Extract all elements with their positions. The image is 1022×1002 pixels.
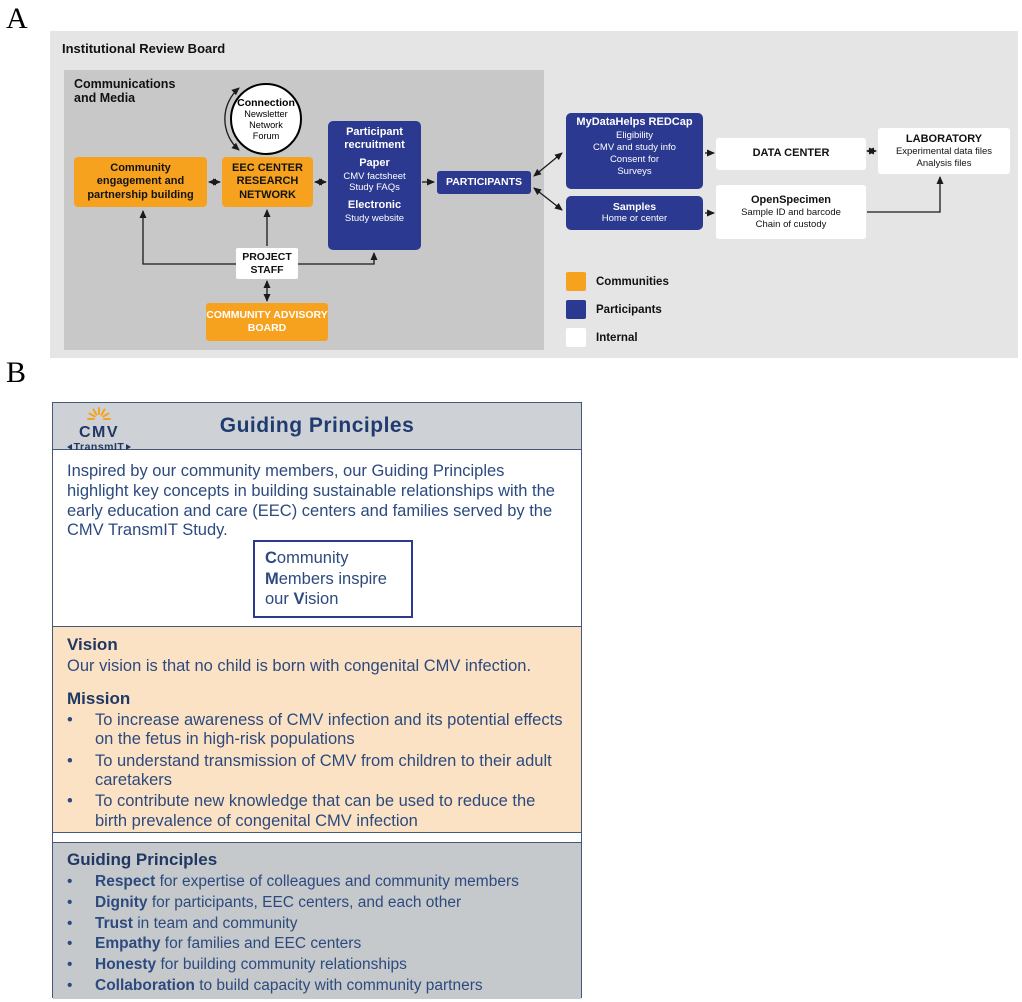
- legend-label: Internal: [596, 331, 638, 344]
- eec-line: RESEARCH: [236, 175, 299, 188]
- laboratory-title: LABORATORY: [905, 132, 983, 145]
- document-title: Guiding Principles: [219, 414, 415, 437]
- principles-heading: Guiding Principles: [67, 850, 218, 869]
- participants-label: PARTICIPANTS: [445, 176, 523, 189]
- principle-item: • Respect for expertise of colleagues and community members: [67, 873, 567, 892]
- openspecimen-title: OpenSpecimen: [750, 193, 832, 206]
- eec-center-node: [222, 157, 313, 207]
- participants-node: [437, 171, 531, 194]
- communications-media-title: Communications and Media: [74, 77, 176, 106]
- eec-line: NETWORK: [239, 188, 296, 201]
- connection-title: Connection: [237, 96, 295, 109]
- mydatahelps-line: Surveys: [617, 165, 652, 177]
- legend-label: Communities: [596, 275, 669, 288]
- intro-section: [53, 450, 581, 626]
- legend-item-communities: [566, 272, 669, 291]
- principle-item: • Collaboration to build capacity with community partners: [67, 977, 567, 996]
- participants-swatch-icon: [566, 300, 586, 319]
- bullet-marker: [67, 894, 95, 913]
- mission-item: • To understand transmission of CMV from children to their adult caretakers: [67, 752, 567, 791]
- participant-recruitment-node: [328, 121, 421, 250]
- project-staff-node: [236, 248, 298, 279]
- internal-swatch-icon: [566, 328, 586, 347]
- data-center-label: DATA CENTER: [752, 147, 830, 160]
- recruitment-paper-line: Study FAQs: [349, 182, 400, 194]
- recruitment-electronic-line: Study website: [344, 212, 405, 224]
- intro-paragraph: Inspired by our community members, our Guiding Principles highlight key concepts in building sustainable relationships with the early education and care (EEC) centers and families served by the CMV TransmIT Study.: [67, 462, 555, 540]
- panel-b-label: B: [6, 356, 27, 389]
- logo-cmv-text: CMV: [78, 424, 120, 441]
- legend-item-internal: [566, 328, 638, 347]
- vision-box-line: our Vision: [265, 590, 339, 609]
- eec-line: EEC CENTER: [232, 162, 303, 175]
- samples-title: Samples: [612, 200, 657, 213]
- samples-line: Home or center: [601, 213, 668, 225]
- legend-item-participants: [566, 300, 662, 319]
- mydatahelps-redcap-node: [566, 113, 703, 189]
- community-engagement-node: [74, 157, 207, 207]
- recruitment-electronic-heading: Electronic: [347, 199, 402, 212]
- bullet-marker: [67, 915, 95, 934]
- communities-swatch-icon: [566, 272, 586, 291]
- bullet-marker: [67, 752, 95, 791]
- advisory-board-label: COMMUNITY ADVISORY BOARD: [206, 309, 328, 334]
- openspecimen-line: Chain of custody: [755, 218, 827, 230]
- connection-line: Newsletter: [244, 109, 288, 120]
- legend-label: Participants: [596, 303, 662, 316]
- community-vision-box: [253, 540, 413, 618]
- mydatahelps-title: MyDataHelps REDCap: [576, 116, 693, 128]
- guiding-principles-section: [53, 842, 581, 999]
- bullet-marker: [67, 956, 95, 975]
- irb-title: Institutional Review Board: [62, 41, 226, 56]
- principle-item: • Dignity for participants, EEC centers, and each other: [67, 894, 567, 913]
- recruitment-paper-heading: Paper: [359, 157, 390, 170]
- community-engagement-label: Community engagement and partnership building: [87, 162, 194, 201]
- connection-node: [230, 83, 302, 155]
- vision-heading: Vision: [67, 635, 118, 654]
- vision-box-line: Members inspire: [265, 569, 387, 588]
- samples-node: [566, 196, 703, 230]
- bullet-marker: [67, 935, 95, 954]
- mydatahelps-line: CMV and study info: [593, 142, 676, 154]
- recruitment-title: Participant recruitment: [344, 126, 405, 152]
- bullet-marker: [67, 977, 95, 996]
- community-advisory-board-node: [206, 303, 328, 341]
- principle-item: • Empathy for families and EEC centers: [67, 935, 567, 954]
- recruitment-paper-line: CMV factsheet: [343, 170, 406, 182]
- mydatahelps-line: Eligibility: [616, 130, 653, 142]
- laboratory-line: Experimental data files: [895, 145, 993, 157]
- laboratory-line: Analysis files: [916, 157, 972, 169]
- vision-text: Our vision is that no child is born with congenital CMV infection.: [67, 657, 532, 676]
- principle-item: • Trust in team and community: [67, 915, 567, 934]
- panel-a-label: A: [6, 2, 28, 35]
- mission-heading: Mission: [67, 688, 131, 708]
- bullet-marker: [67, 711, 95, 750]
- connection-line: Network: [249, 120, 283, 130]
- mission-item: • To increase awareness of CMV infection and its potential effects on the fetus in high-risk populations: [67, 711, 567, 750]
- vision-mission-section: [53, 626, 581, 833]
- guiding-principles-document: [52, 402, 582, 998]
- project-staff-label: PROJECT STAFF: [242, 250, 292, 276]
- vision-box-line: Community: [265, 549, 349, 567]
- mission-item: • To contribute new knowledge that can be used to reduce the birth prevalence of congenital CMV infection: [67, 792, 567, 831]
- laboratory-node: [878, 128, 1010, 174]
- openspecimen-line: Sample ID and barcode: [741, 206, 841, 218]
- connection-line: Forum: [252, 130, 280, 141]
- mydatahelps-line: Consent for: [609, 153, 660, 165]
- bullet-marker: [67, 792, 95, 831]
- logo-transmit-text: TransmIT: [73, 441, 125, 453]
- openspecimen-node: [716, 185, 866, 239]
- document-header: [53, 403, 581, 453]
- data-center-node: [716, 138, 866, 170]
- section-divider: [53, 833, 581, 842]
- bullet-marker: [67, 873, 95, 892]
- principle-item: • Honesty for building community relationships: [67, 956, 567, 975]
